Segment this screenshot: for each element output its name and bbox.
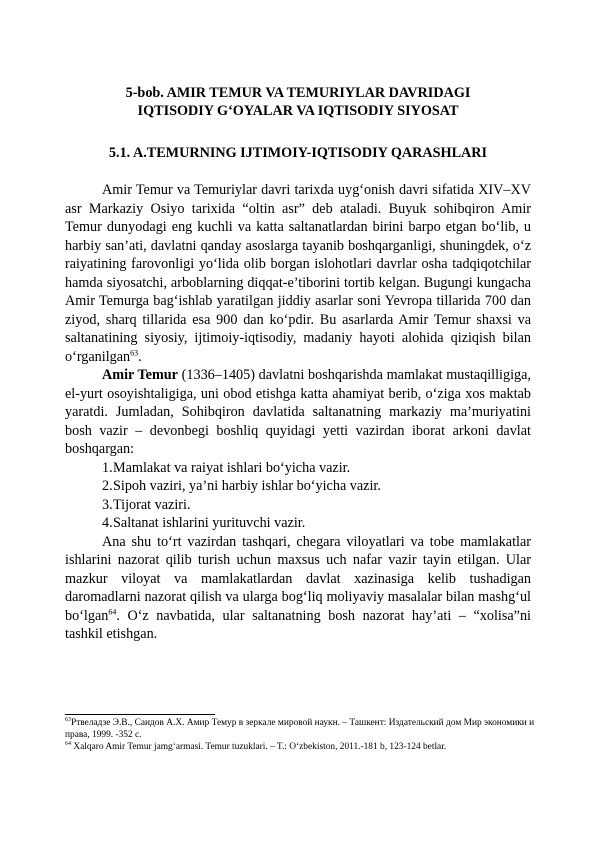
paragraph-2-bold-lead: Amir Temur xyxy=(102,367,178,383)
list-item-number: 2. xyxy=(102,478,113,494)
list-item-text: Mamlakat va raiyat ishlari bo‘yicha vazir. xyxy=(113,459,351,476)
chapter-title-line2: IQTISODIY G‘OYALAR VA IQTISODIY SIYOSAT xyxy=(137,103,459,119)
paragraph-3 xyxy=(65,533,531,644)
list-item-text: Saltanat ishlarini yurituvchi vazir. xyxy=(113,515,306,531)
list-item-number: 3. xyxy=(102,496,113,513)
paragraph-2 xyxy=(65,366,531,459)
footnote-text: Ртвеладзе Э.В., Саидов А.Х. Амир Темур в зеркале мировой наукн. – Ташкент: Издательский дом Мир экономики и права, 1999. -352 с. xyxy=(65,718,535,741)
paragraph-3-text: Ana shu to‘rt vazirdan tashqari, chegara viloyatlari va tobe mamlakatlar ishlarini nazorat qilib turish uchun maxsus uch nafar vazir tayin etilgan. Ular mazkur viloyat va mamlakatlardan davlat xazinasiga kelib tushadigan daromadlarni nazorat qilish va ularga bog‘liq moliyaviy masalalar bilan mashg‘ul bo‘lgan xyxy=(65,533,531,624)
footnote-divider xyxy=(65,714,215,715)
list-item xyxy=(65,477,531,496)
list-item xyxy=(65,496,531,515)
paragraph-3-end: . O‘z navbatida, ular saltanatning bosh nazorat hay’ati – “xolisa”ni tashkil etishgan. xyxy=(65,607,531,642)
paragraph-1-end: . xyxy=(138,348,142,365)
list-item-text: Sipoh vaziri, ya’ni harbiy ishlar bo‘yicha vazir. xyxy=(113,478,381,494)
footnote-number: 63 xyxy=(65,716,71,723)
body-text xyxy=(65,181,531,644)
footnotes xyxy=(65,717,535,754)
footnote-text: Xalqaro Amir Temur jamg‘armasi. Temur tuzuklari. – T.: O‘zbekiston, 2011.-181 b, 123-124 betlar. xyxy=(71,742,447,753)
footnote-63 xyxy=(65,717,535,741)
paragraph-2-text: (1336–1405) davlatni boshqarishda mamlakat mustaqilligiga, el-yurt osoyishtaligiga, uni obod etishga katta ahamiyat berib, o‘ziga xos maktab yaratdi. Jumladan, Sohibqiron davlatida saltanatning markaziy ma’muriyatini bosh vazir – devonbegi boshliq quyidagi yetti vazirdan iborat arkoni davlat boshqargan: xyxy=(65,367,531,457)
footnote-64 xyxy=(65,741,535,753)
list-item xyxy=(65,514,531,533)
page-content xyxy=(65,84,531,644)
list-item xyxy=(65,459,531,478)
footnote-ref-63[interactable]: 63 xyxy=(130,347,139,357)
chapter-title xyxy=(65,84,531,120)
list-item-number: 1. xyxy=(102,459,113,476)
paragraph-1 xyxy=(65,181,531,366)
section-title: 5.1. A.TEMURNING IJTIMOIY-IQTISODIY QARASHLARI xyxy=(108,145,488,161)
footnote-number: 64 xyxy=(65,741,71,748)
list-item-number: 4. xyxy=(102,515,113,531)
paragraph-1-text: Amir Temur va Temuriylar davri tarixda uyg‘onish davri sifatida XIV–XV asr Markaziy Osiyo tarixida “oltin asr” deb ataladi. Buyuk sohibqiron Amir Temur dunyodagi eng kuchli va katta saltanatlardan birini barpo etgan bo‘lib, u harbiy san’ati, davlatni qanday asoslarga tayanib boshqarganligi, shuningdek, o‘z raiyatining farovonligi yo‘lida olib borgan islohotlari davrlar osha tadqiqotchilar hamda siyosatchi, arboblarning diqqat-e’tiborini tortib kelgan. Bugungi kungacha Amir Temurga bag‘ishlab yaratilgan jiddiy asarlar soni Yevropa tillarida 700 dan ziyod, sharq tillarida esa 900 dan ko‘pdir. Bu asarlarda Amir Temur shaxsi va saltanatining siyosiy, ijtimoiy-iqtisodiy, madaniy hayoti alohida qiziqish bilan o‘rganilgan xyxy=(65,182,531,365)
footnote-ref-64[interactable]: 64 xyxy=(108,606,117,616)
chapter-title-line1: 5-bob. AMIR TEMUR VA TEMURIYLAR DAVRIDAGI xyxy=(125,85,471,101)
list-item-text: Tijorat vaziri. xyxy=(113,496,191,513)
